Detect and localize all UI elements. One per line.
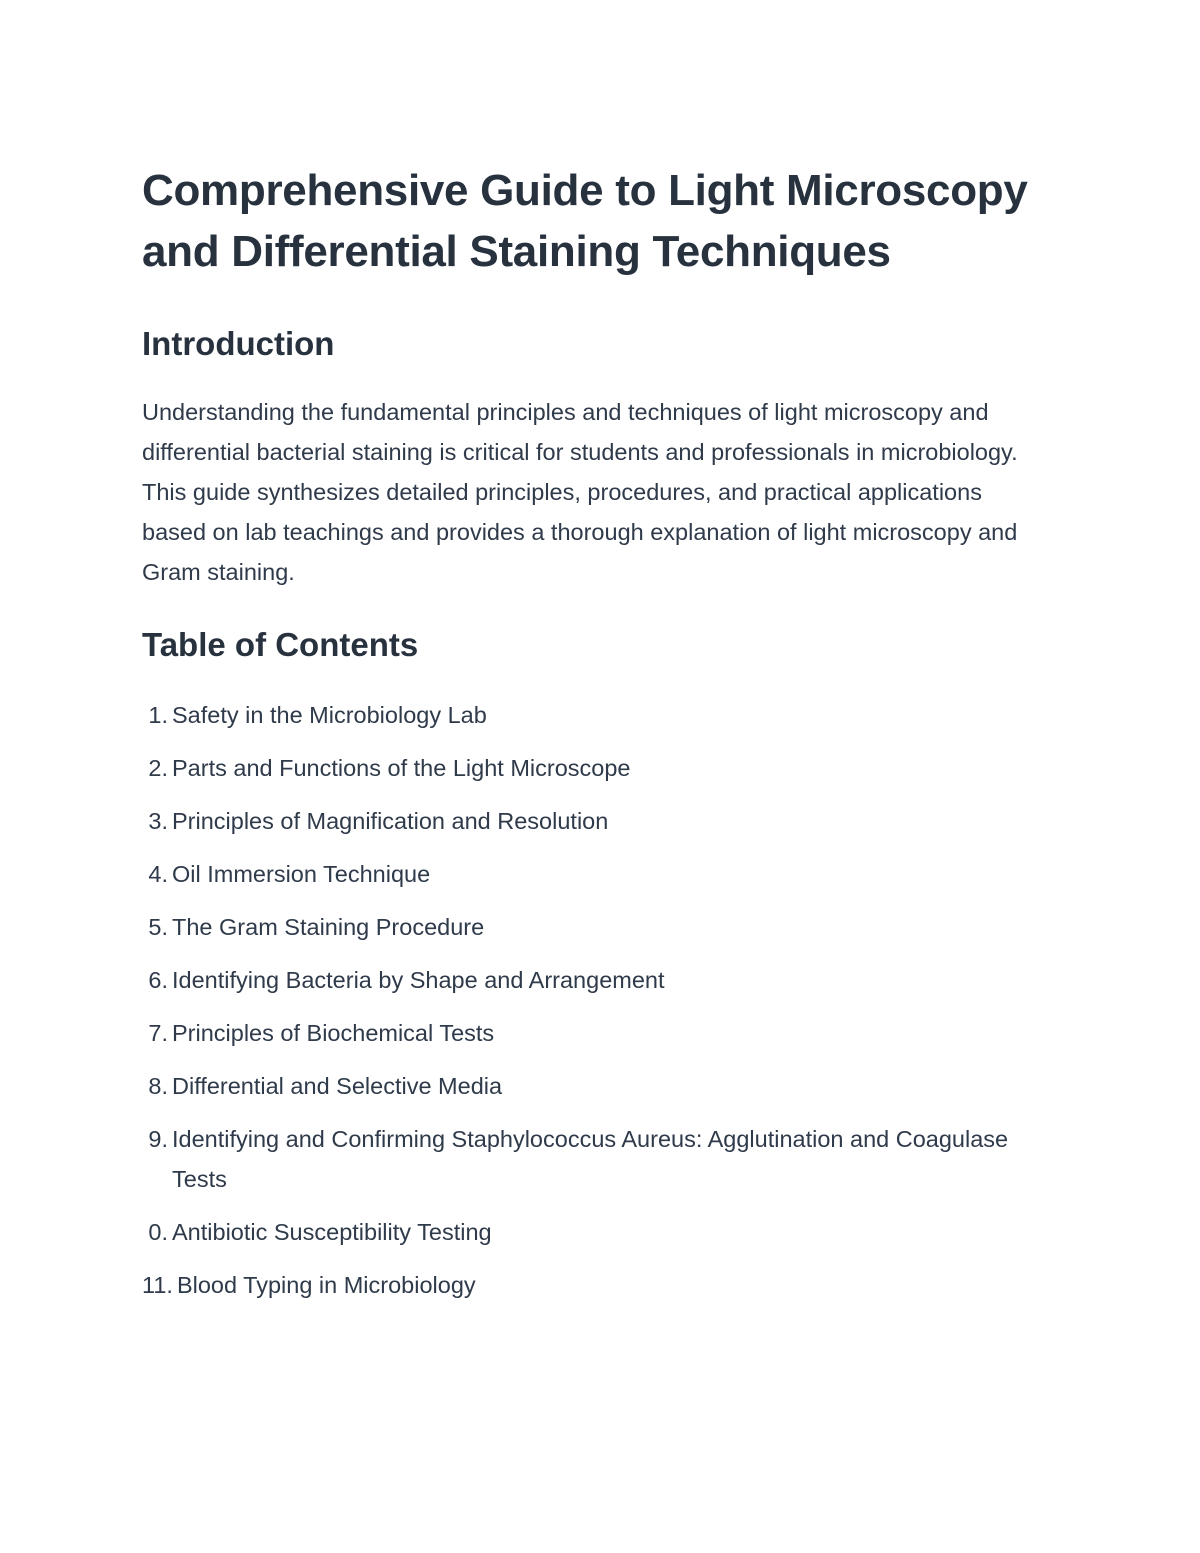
toc-item-label: Identifying and Confirming Staphylococcus Aureus: Agglutination and Coagulase Tests bbox=[172, 1126, 1009, 1192]
introduction-heading: Introduction bbox=[142, 325, 335, 362]
toc-item-label: Principles of Biochemical Tests bbox=[172, 1020, 495, 1046]
introduction-paragraph: Understanding the fundamental principles and techniques of light microscopy and differential bacterial staining is critical for students and professionals in microbiology. This guide synthesizes detailed principles, procedures, and practical applications based on lab teachings and provides a thorough explanation of light microscopy and Gram staining. bbox=[142, 399, 1018, 585]
toc-item-number: 0. bbox=[148, 1219, 168, 1245]
toc-item-number: 1. bbox=[148, 702, 168, 728]
toc-item bbox=[142, 1265, 1042, 1305]
toc-item-number: 3. bbox=[148, 808, 168, 834]
toc-item bbox=[142, 907, 1042, 947]
document-page bbox=[142, 160, 1042, 1318]
toc-item-label: Blood Typing in Microbiology bbox=[176, 1272, 476, 1298]
toc-item bbox=[142, 1212, 1042, 1252]
document-title: Comprehensive Guide to Light Microscopy and Differential Staining Techniques bbox=[142, 166, 1028, 276]
toc-item-number: 4. bbox=[148, 861, 168, 887]
toc-item-number: 9. bbox=[148, 1126, 168, 1152]
toc-item bbox=[142, 960, 1042, 1000]
toc-item-number: 2. bbox=[148, 755, 168, 781]
toc-item bbox=[142, 801, 1042, 841]
toc-item bbox=[142, 695, 1042, 735]
toc-item-label: Principles of Magnification and Resolution bbox=[172, 808, 609, 834]
toc-item-number: 7. bbox=[148, 1020, 168, 1046]
toc-item bbox=[142, 1066, 1042, 1106]
toc-list bbox=[142, 695, 1042, 1305]
toc-item-number: 5. bbox=[148, 914, 168, 940]
toc-item bbox=[142, 1013, 1042, 1053]
toc-item-label: Oil Immersion Technique bbox=[172, 861, 431, 887]
toc-item bbox=[142, 1119, 1042, 1199]
toc-item bbox=[142, 748, 1042, 788]
toc-item-number: 8. bbox=[148, 1073, 168, 1099]
toc-heading: Table of Contents bbox=[142, 626, 419, 663]
toc-item-label: Parts and Functions of the Light Microscope bbox=[172, 755, 631, 781]
toc-item-label: Differential and Selective Media bbox=[172, 1073, 503, 1099]
toc-item-label: Antibiotic Susceptibility Testing bbox=[172, 1219, 492, 1245]
toc-item-label: Identifying Bacteria by Shape and Arrangement bbox=[172, 967, 665, 993]
toc-item-number: 6. bbox=[148, 967, 168, 993]
toc-item-label: Safety in the Microbiology Lab bbox=[172, 702, 487, 728]
toc-item-label: The Gram Staining Procedure bbox=[172, 914, 485, 940]
toc-item-number: 11. bbox=[142, 1272, 173, 1298]
toc-item bbox=[142, 854, 1042, 894]
